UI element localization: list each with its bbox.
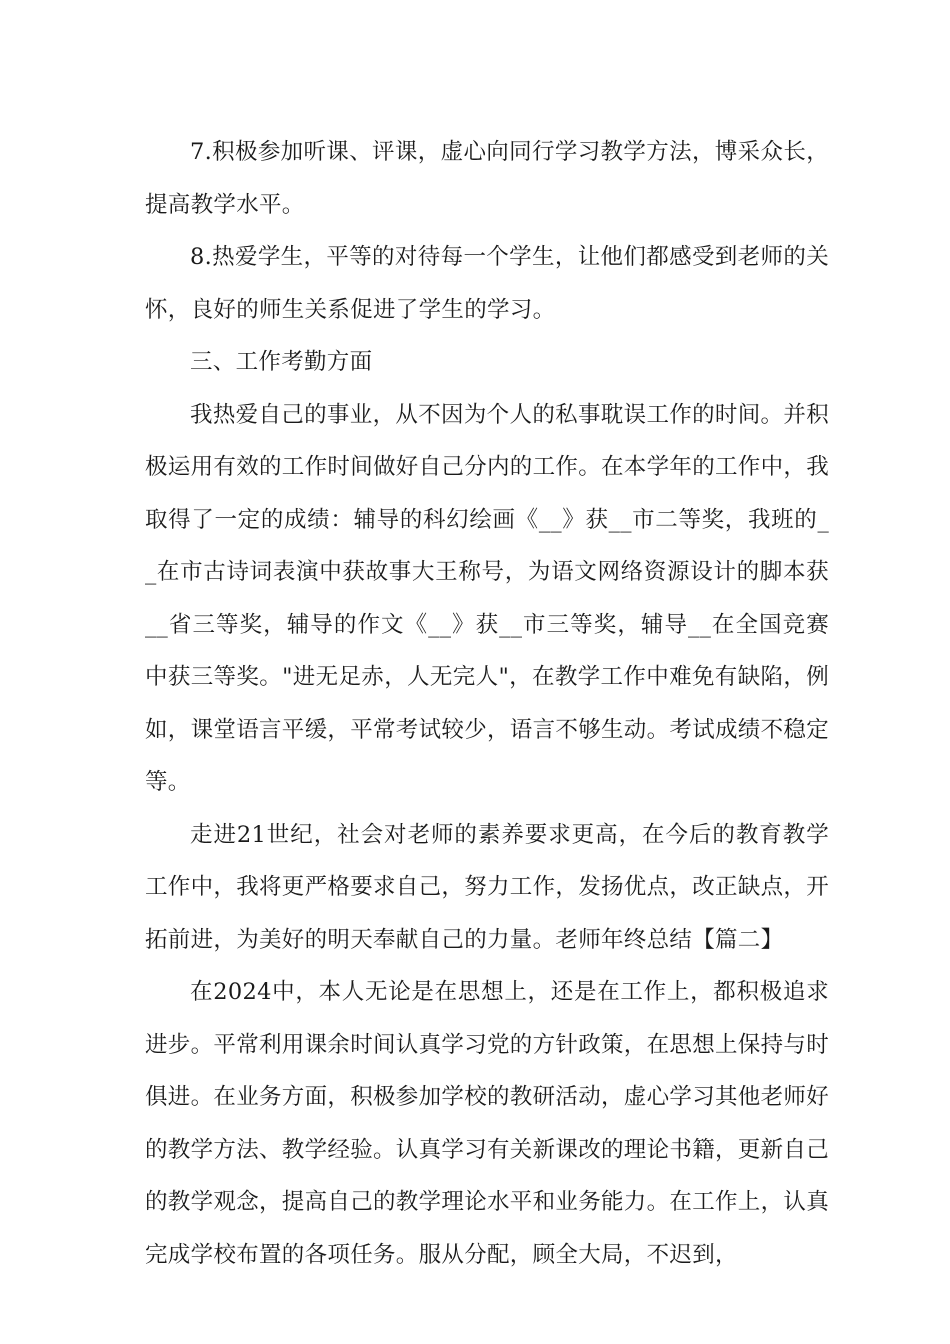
document-body xyxy=(145,126,829,1281)
paragraph-future-outlook: 走进21世纪，社会对老师的素养要求更高，在今后的教育教学工作中，我将更严格要求自己，努力工作，发扬优点，改正缺点，开拓前进，为美好的明天奉献自己的力量。老师年终总结【篇二】 xyxy=(145,821,830,953)
section-heading-attendance: 三、工作考勤方面 xyxy=(190,349,373,375)
paragraph-item-7: 7.积极参加听课、评课，虚心向同行学习教学方法，博采众长，提高教学水平。 xyxy=(145,139,829,218)
paragraph-achievements: 我热爱自己的事业，从不因为个人的私事耽误工作的时间。并积极运用有效的工作时间做好自己分内的工作。在本学年的工作中，我取得了一定的成绩：辅导的科幻绘画《__》获__市二等奖，我班的__在市古诗词表演中获故事大王称号，为语文网络资源设计的脚本获__省三等奖，辅导的作文《__》获__市三等奖，辅导__在全国竞赛中获三等奖。"进无足赤，人无完人"，在教学工作中难免有缺陷，例如，课堂语言平缓，平常考试较少，语言不够生动。考试成绩不稳定等。 xyxy=(145,401,830,795)
paragraph-part-two-intro: 在2024中，本人无论是在思想上，还是在工作上，都积极追求进步。平常利用课余时间认真学习党的方针政策，在思想上保持与时俱进。在业务方面，积极参加学校的教研活动，虚心学习其他老师好的教学方法、教学经验。认真学习有关新课改的理论书籍，更新自己的教学观念，提高自己的教学理论水平和业务能力。在工作上，认真完成学校布置的各项任务。服从分配，顾全大局，不迟到， xyxy=(145,979,830,1268)
paragraph-item-8: 8.热爱学生，平等的对待每一个学生，让他们都感受到老师的关怀，良好的师生关系促进了学生的学习。 xyxy=(145,244,829,323)
